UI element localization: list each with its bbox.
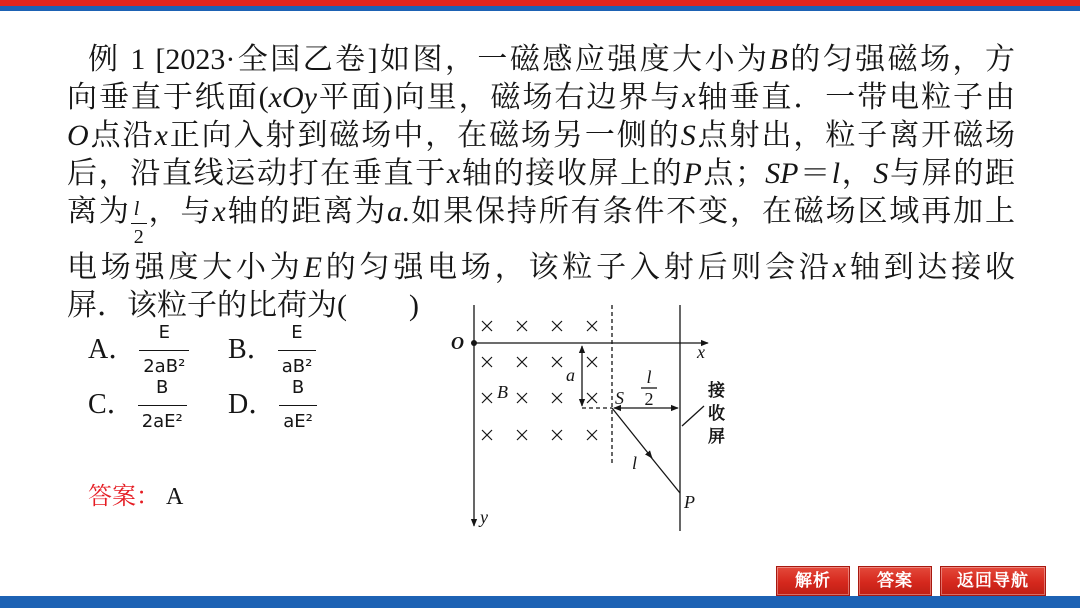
option-c-numerator: B (156, 377, 169, 398)
text-run: 离为 (67, 195, 131, 228)
option-a-label: A． (88, 334, 137, 365)
text-run: ，与 (146, 195, 213, 228)
option-d-fraction (279, 377, 317, 433)
option-d-numerator: B (291, 377, 305, 398)
exit-point-label: S (615, 388, 624, 408)
question-line-4 (67, 155, 1015, 193)
field-cross-icon (552, 430, 562, 440)
text-run: 轴的接收屏上的 (460, 157, 684, 190)
text-run: 屏．该粒子的比荷为( (67, 289, 347, 322)
inline-fraction (131, 196, 147, 251)
field-cross-icon (482, 430, 492, 440)
text-run: 轴的距离为 (225, 195, 387, 228)
math-symbol: l (831, 157, 841, 190)
text-run: 点； (701, 157, 766, 190)
field-cross-icon (517, 321, 527, 331)
option-a-denominator: 2aB² (139, 350, 189, 378)
option-d-denominator: aE² (279, 405, 317, 433)
field-cross-icon (587, 430, 597, 440)
field-cross-icon (587, 321, 597, 331)
math-symbol: x (154, 119, 168, 152)
question-line-6 (67, 249, 1015, 287)
text-run: ＝ (798, 157, 832, 190)
field-cross-icon (482, 393, 492, 403)
text-run: 后，沿直线运动打在垂直于 (67, 157, 447, 190)
option-c-denominator: 2aE² (138, 405, 187, 433)
math-symbol: x (682, 81, 696, 114)
math-symbol: x (212, 195, 226, 228)
field-cross-icon (552, 321, 562, 331)
text-run: 的匀强磁场，方 (787, 43, 1015, 76)
option-d-label: D． (228, 389, 277, 420)
option-b (228, 322, 316, 378)
text-run: 点沿 (88, 119, 155, 152)
option-b-fraction (278, 322, 317, 378)
fraction-denominator: 2 (131, 223, 147, 251)
field-cross-icon (517, 430, 527, 440)
x-axis-label: x (697, 342, 705, 362)
text-run: ， (840, 157, 874, 190)
half-l-denominator: 2 (644, 389, 654, 409)
field-cross-icon (552, 357, 562, 367)
top-blue-bar (0, 6, 1080, 11)
math-symbol: E (303, 251, 322, 284)
trajectory-sp (650, 456, 680, 493)
option-b-label: B． (228, 334, 275, 365)
option-c-label: C． (88, 389, 135, 420)
text-run: 的匀强电场，该粒子入射后则会沿 (321, 251, 833, 284)
question-line-5 (67, 193, 1015, 249)
text-run: .如果保持所有条件不变，在磁场区域再加上 (401, 195, 1016, 228)
bottom-blue-bar (0, 596, 1080, 608)
analysis-button[interactable]: 解析 (776, 566, 850, 596)
option-b-denominator: aB² (278, 350, 317, 378)
origin-point (471, 340, 477, 346)
distance-a-label: a (566, 365, 575, 385)
question-line-2 (67, 79, 1015, 117)
answer-line (88, 482, 183, 512)
back-to-navigation-button[interactable]: 返回导航 (940, 566, 1046, 596)
magnetic-field-diagram (440, 295, 735, 540)
option-a (88, 322, 189, 378)
hit-point-label: P (684, 492, 695, 512)
field-cross-icon (587, 393, 597, 403)
field-label: B (497, 382, 508, 402)
text-run: 电场强度大小为 (67, 251, 304, 284)
text-run: 与屏的距 (888, 157, 1016, 190)
question-line-3 (67, 117, 1015, 155)
option-b-numerator: E (291, 322, 303, 343)
text-run: 平面)向里，磁场右边界与 (316, 81, 683, 114)
math-symbol: S (680, 119, 696, 152)
question-line-1 (67, 41, 1015, 79)
text-run: 向垂直于纸面( (67, 81, 269, 114)
y-axis-label: y (480, 507, 488, 527)
fraction-numerator: l (133, 198, 140, 220)
math-symbol: P (683, 157, 702, 190)
math-symbol: x (832, 251, 847, 284)
text-run: 例 1 [2023·全国乙卷]如图，一磁感应强度大小为 (88, 43, 770, 76)
option-d (228, 377, 317, 433)
math-symbol: SP (765, 157, 799, 190)
answer-label: 答案： (88, 484, 160, 510)
option-c-fraction (138, 377, 187, 433)
screen-leader-line (682, 406, 704, 426)
field-cross-icon (517, 357, 527, 367)
answer-button[interactable]: 答案 (858, 566, 932, 596)
text-run: 轴到达接收 (846, 251, 1016, 284)
half-l-numerator: l (646, 367, 652, 387)
math-symbol: B (769, 43, 788, 76)
field-cross-icon (482, 357, 492, 367)
text-run: 轴垂直．一带电粒子由 (695, 81, 1015, 114)
field-cross-icon (552, 393, 562, 403)
field-cross-icon (587, 357, 597, 367)
math-symbol: x (446, 157, 461, 190)
field-cross-icon (517, 393, 527, 403)
option-c (88, 377, 187, 433)
question-text (67, 41, 1015, 325)
field-cross-icon (482, 321, 492, 331)
text-run: 点射出，粒子离开磁场 (695, 119, 1016, 152)
option-a-fraction (139, 322, 189, 378)
math-symbol: a (386, 195, 402, 228)
screen-label: 接收屏 (704, 381, 724, 450)
answer-value: A (166, 484, 184, 510)
math-symbol: xOy (268, 81, 317, 114)
option-a-numerator: E (158, 322, 170, 343)
path-length-label: l (632, 453, 638, 473)
text-run: 正向入射到磁场中，在磁场另一侧的 (167, 119, 681, 152)
trajectory-sp-arrow (612, 408, 652, 458)
math-symbol: S (873, 157, 889, 190)
field-crosses (482, 321, 597, 440)
math-symbol: O (67, 119, 89, 152)
text-run: ) (409, 289, 419, 322)
origin-label: O (451, 333, 464, 353)
